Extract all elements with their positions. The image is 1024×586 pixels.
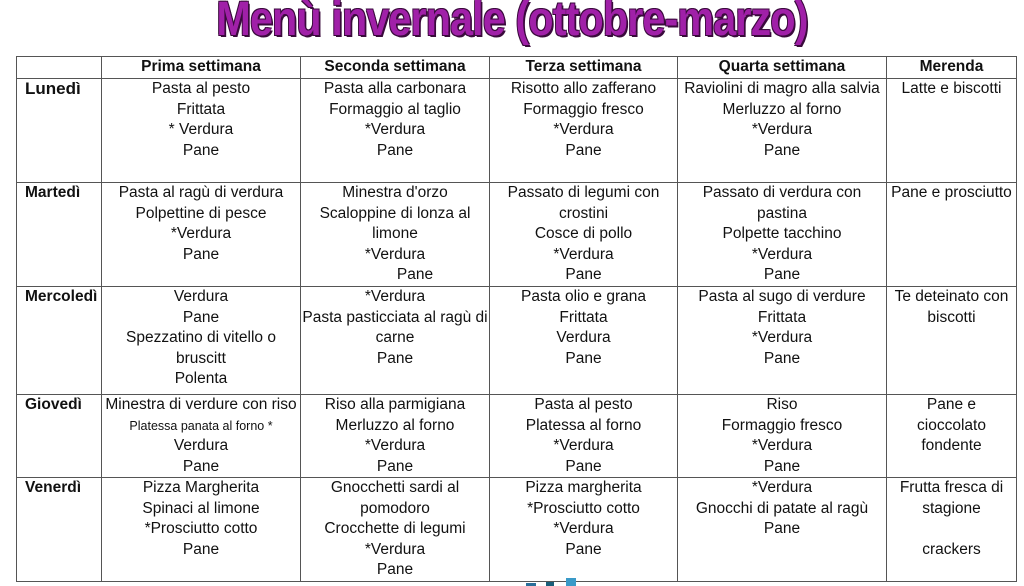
menu-item: Pasta al pesto bbox=[151, 80, 251, 97]
menu-item: *Verdura bbox=[751, 245, 813, 263]
menu-item: *Verdura bbox=[364, 540, 426, 558]
meal-cell-week-2 bbox=[301, 79, 490, 183]
day-row-venerd bbox=[17, 478, 1017, 582]
meal-cell-week-3 bbox=[490, 287, 678, 395]
menu-table bbox=[16, 56, 1017, 582]
menu-item: Gnocchetti sardi al bbox=[330, 479, 460, 496]
menu-item: *Verdura bbox=[364, 121, 426, 138]
menu-item: Verdura bbox=[173, 288, 229, 305]
menu-body bbox=[17, 79, 1017, 582]
menu-item: Spezzatino di vitello o bbox=[126, 329, 276, 346]
merenda-cell bbox=[887, 287, 1017, 395]
meal-cell-week-3 bbox=[490, 183, 678, 287]
menu-item: Pane bbox=[376, 561, 414, 578]
menu-item: Gnocchi di patate al ragù bbox=[695, 499, 869, 517]
meal-cell-week-2 bbox=[301, 395, 490, 478]
meal-cell-week-4 bbox=[678, 287, 887, 395]
meal-cell-week-3 bbox=[490, 478, 678, 582]
day-row-mercoled bbox=[17, 287, 1017, 395]
menu-item: Formaggio fresco bbox=[721, 416, 843, 434]
menu-item: *Verdura bbox=[751, 479, 813, 496]
menu-item: Pane e prosciutto bbox=[891, 184, 1012, 201]
day-label: Martedì bbox=[17, 183, 102, 287]
menu-item: Pasta al pesto bbox=[534, 396, 633, 413]
menu-item: Pane bbox=[565, 266, 602, 283]
menu-item: *Verdura bbox=[364, 288, 426, 305]
menu-item: crostini bbox=[558, 204, 609, 222]
menu-item: Pane bbox=[182, 308, 220, 326]
merenda-cell bbox=[887, 183, 1017, 287]
meal-cell-week-2 bbox=[301, 183, 490, 287]
menu-item: pastina bbox=[757, 204, 807, 222]
menu-item: stagione bbox=[922, 499, 981, 517]
day-label: Venerdì bbox=[17, 478, 102, 582]
day-row-gioved bbox=[17, 395, 1017, 478]
meal-cell-week-1 bbox=[102, 183, 301, 287]
menu-item: Formaggio fresco bbox=[523, 100, 644, 118]
day-label: Giovedì bbox=[17, 395, 102, 478]
menu-item: Verdura bbox=[173, 437, 229, 454]
menu-item: *Verdura bbox=[553, 245, 614, 263]
menu-item: Pane bbox=[763, 141, 801, 159]
menu-item: *Verdura bbox=[751, 437, 813, 454]
header-week-1: Prima settimana bbox=[102, 57, 301, 79]
menu-item: Latte e biscotti bbox=[901, 80, 1002, 97]
menu-item: Riso bbox=[766, 396, 798, 413]
header-row bbox=[17, 57, 1017, 79]
menu-item: *Verdura bbox=[170, 225, 232, 242]
menu-item: *Verdura bbox=[553, 121, 614, 138]
menu-item: Riso alla parmigiana bbox=[324, 396, 466, 413]
menu-item: *Prosciutto cotto bbox=[527, 499, 640, 517]
menu-item: Pane bbox=[182, 141, 220, 159]
menu-item: Merluzzo al forno bbox=[722, 100, 842, 118]
menu-item: *Verdura bbox=[553, 520, 614, 537]
meal-cell-week-1 bbox=[102, 478, 301, 582]
day-row-luned bbox=[17, 79, 1017, 183]
menu-item: cioccolato bbox=[917, 416, 986, 434]
meal-cell-week-4 bbox=[678, 478, 887, 582]
menu-item: biscotti bbox=[927, 308, 976, 326]
menu-item: Polpette tacchino bbox=[722, 225, 842, 242]
menu-item: * Verdura bbox=[168, 121, 234, 138]
menu-item: Formaggio al taglio bbox=[329, 100, 461, 118]
menu-item: Pane e bbox=[926, 396, 977, 413]
meal-cell-week-1 bbox=[102, 395, 301, 478]
menu-item: bruscitt bbox=[176, 349, 226, 367]
menu-item: Pane bbox=[396, 266, 434, 283]
merenda-cell bbox=[887, 79, 1017, 183]
menu-item: Pane bbox=[565, 349, 602, 367]
menu-item: Pane bbox=[763, 457, 801, 475]
menu-item: Passato di legumi con bbox=[507, 184, 660, 201]
menu-item: Pasta olio e grana bbox=[521, 288, 646, 305]
menu-item: Platessa al forno bbox=[525, 416, 642, 434]
menu-item: Pane bbox=[182, 245, 220, 263]
menu-item: Spinaci al limone bbox=[142, 499, 260, 517]
meal-cell-week-4 bbox=[678, 79, 887, 183]
menu-item: Pizza margherita bbox=[525, 479, 642, 496]
menu-item: *Verdura bbox=[751, 121, 813, 138]
merenda-cell bbox=[887, 478, 1017, 582]
meal-cell-week-2 bbox=[301, 478, 490, 582]
header-week-3: Terza settimana bbox=[490, 57, 678, 79]
header-merenda: Merenda bbox=[887, 57, 1017, 79]
meal-cell-week-2 bbox=[301, 287, 490, 395]
day-row-marted bbox=[17, 183, 1017, 287]
page-title: Menù invernale (ottobre-marzo) bbox=[216, 0, 808, 46]
menu-item: carne bbox=[375, 329, 415, 346]
meal-cell-week-4 bbox=[678, 395, 887, 478]
menu-item: Polpettine di pesce bbox=[135, 204, 267, 222]
header-corner bbox=[17, 57, 102, 79]
menu-item: Pane bbox=[376, 457, 414, 475]
menu-item: Pasta alla carbonara bbox=[323, 80, 467, 97]
menu-item: Passato di verdura con bbox=[702, 184, 862, 201]
menu-item: Minestra d'orzo bbox=[342, 184, 448, 201]
menu-item: Pane bbox=[763, 349, 801, 367]
menu-item: *Prosciutto cotto bbox=[144, 520, 258, 537]
menu-item: Frittata bbox=[757, 308, 807, 326]
meal-cell-week-4 bbox=[678, 183, 887, 287]
menu-item: Merluzzo al forno bbox=[335, 416, 455, 434]
menu-item: Verdura bbox=[556, 329, 611, 346]
menu-item: Scaloppine di lonza al bbox=[319, 204, 471, 222]
menu-item: Frutta fresca di bbox=[899, 479, 1004, 496]
menu-item: Pane bbox=[376, 349, 414, 367]
menu-item: Pane bbox=[182, 540, 220, 558]
day-label: Mercoledì bbox=[17, 287, 102, 395]
meal-cell-week-1 bbox=[102, 79, 301, 183]
menu-item: Pane bbox=[565, 141, 602, 159]
day-label: Lunedì bbox=[17, 79, 102, 183]
menu-item: *Verdura bbox=[364, 245, 426, 263]
menu-item: Polenta bbox=[174, 370, 228, 387]
menu-item: Pane bbox=[763, 266, 801, 283]
menu-item: Pane bbox=[376, 141, 414, 159]
menu-item: Pane bbox=[182, 457, 220, 475]
menu-item: Pasta al ragù di verdura bbox=[118, 184, 284, 201]
menu-item: Risotto allo zafferano bbox=[510, 80, 657, 97]
menu-item: Te deteinato con bbox=[894, 288, 1009, 305]
meal-cell-week-3 bbox=[490, 79, 678, 183]
menu-item: Pizza Margherita bbox=[142, 479, 260, 496]
menu-item: Raviolini di magro alla salvia bbox=[684, 80, 880, 97]
menu-item: Cosce di pollo bbox=[534, 225, 633, 242]
menu-item: fondente bbox=[921, 437, 982, 454]
header-week-2: Seconda settimana bbox=[301, 57, 490, 79]
menu-item: Pane bbox=[763, 520, 801, 537]
footer-mark bbox=[526, 578, 578, 586]
menu-item: *Verdura bbox=[364, 437, 426, 454]
menu-item: *Verdura bbox=[553, 437, 614, 454]
menu-item: Crocchette di legumi bbox=[324, 520, 466, 537]
menu-item bbox=[887, 519, 1016, 540]
menu-item: Pane bbox=[565, 540, 602, 558]
menu-item: Minestra di verdure con riso bbox=[105, 396, 297, 413]
menu-item: *Verdura bbox=[751, 329, 813, 346]
merenda-cell bbox=[887, 395, 1017, 478]
menu-item: Pasta pasticciata al ragù di bbox=[302, 308, 488, 326]
menu-item: Frittata bbox=[559, 308, 608, 326]
menu-item: Frittata bbox=[176, 100, 226, 118]
menu-item: Pane bbox=[565, 457, 602, 475]
meal-cell-week-1 bbox=[102, 287, 301, 395]
menu-item: crackers bbox=[922, 540, 981, 558]
menu-item: Platessa panata al forno * bbox=[129, 418, 273, 433]
header-week-4: Quarta settimana bbox=[678, 57, 887, 79]
menu-item: pomodoro bbox=[360, 499, 430, 517]
menu-item: Pasta al sugo di verdure bbox=[698, 288, 866, 305]
meal-cell-week-3 bbox=[490, 395, 678, 478]
menu-item: limone bbox=[372, 225, 418, 242]
